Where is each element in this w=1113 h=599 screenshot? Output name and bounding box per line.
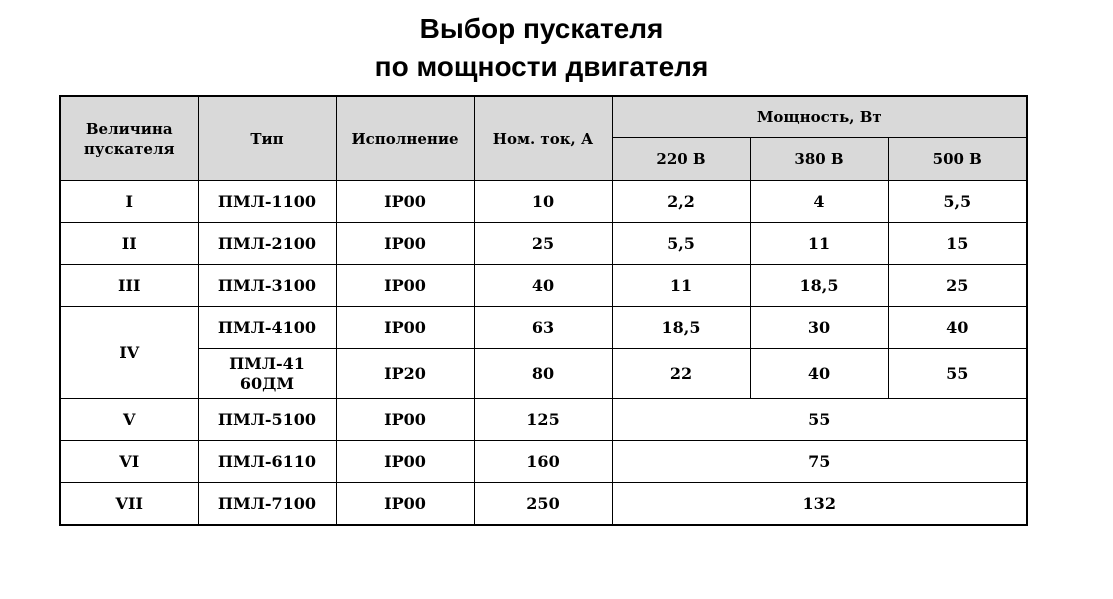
- title-line-2: по мощности двигателя: [374, 51, 709, 82]
- table-row: [60, 181, 1027, 223]
- cell-power-500: 25: [888, 265, 1027, 307]
- cell-type: ПМЛ-2100: [198, 223, 336, 265]
- cell-type: ПМЛ-4100: [198, 307, 336, 349]
- header-type: Тип: [198, 96, 336, 181]
- header-380v: 380 В: [750, 138, 888, 181]
- cell-type: ПМЛ-7100: [198, 483, 336, 526]
- cell-execution: IP00: [336, 223, 474, 265]
- cell-current: 80: [474, 349, 612, 399]
- cell-power-500: 5,5: [888, 181, 1027, 223]
- header-current: Ном. ток, А: [474, 96, 612, 181]
- table-row: [60, 223, 1027, 265]
- table-row: [60, 349, 1027, 399]
- cell-size: III: [60, 265, 198, 307]
- table-row: [60, 399, 1027, 441]
- header-execution: Исполнение: [336, 96, 474, 181]
- cell-power-merged: 75: [612, 441, 1027, 483]
- cell-current: 25: [474, 223, 612, 265]
- cell-power-500: 15: [888, 223, 1027, 265]
- cell-execution: IP00: [336, 483, 474, 526]
- cell-power-500: 55: [888, 349, 1027, 399]
- cell-type: ПМЛ-3100: [198, 265, 336, 307]
- header-500v: 500 В: [888, 138, 1027, 181]
- cell-type: ПМЛ-4160ДМ: [198, 349, 336, 399]
- cell-power-merged: 55: [612, 399, 1027, 441]
- header-row: [60, 96, 1027, 138]
- cell-power-380: 30: [750, 307, 888, 349]
- cell-size: I: [60, 181, 198, 223]
- cell-type: ПМЛ-6110: [198, 441, 336, 483]
- cell-execution: IP00: [336, 399, 474, 441]
- cell-current: 250: [474, 483, 612, 526]
- cell-execution: IP20: [336, 349, 474, 399]
- page-title: [0, 10, 1083, 86]
- cell-size: V: [60, 399, 198, 441]
- cell-execution: IP00: [336, 265, 474, 307]
- cell-execution: IP00: [336, 307, 474, 349]
- cell-type: ПМЛ-1100: [198, 181, 336, 223]
- cell-power-380: 4: [750, 181, 888, 223]
- table-row: [60, 265, 1027, 307]
- table-row: [60, 307, 1027, 349]
- cell-execution: IP00: [336, 181, 474, 223]
- cell-current: 125: [474, 399, 612, 441]
- header-size: Величина пускателя: [60, 96, 198, 181]
- cell-power-220: 11: [612, 265, 750, 307]
- cell-power-220: 2,2: [612, 181, 750, 223]
- cell-size: VI: [60, 441, 198, 483]
- cell-size: VII: [60, 483, 198, 526]
- cell-power-220: 5,5: [612, 223, 750, 265]
- cell-current: 40: [474, 265, 612, 307]
- cell-execution: IP00: [336, 441, 474, 483]
- cell-size: II: [60, 223, 198, 265]
- cell-power-380: 18,5: [750, 265, 888, 307]
- table-row: [60, 483, 1027, 526]
- cell-type: ПМЛ-5100: [198, 399, 336, 441]
- cell-current: 63: [474, 307, 612, 349]
- cell-current: 10: [474, 181, 612, 223]
- header-power: Мощность, Вт: [612, 96, 1027, 138]
- cell-power-380: 11: [750, 223, 888, 265]
- starter-selection-table: [59, 95, 1028, 526]
- cell-current: 160: [474, 441, 612, 483]
- cell-power-merged: 132: [612, 483, 1027, 526]
- header-220v: 220 В: [612, 138, 750, 181]
- cell-size: IV: [60, 307, 198, 399]
- cell-power-500: 40: [888, 307, 1027, 349]
- cell-power-380: 40: [750, 349, 888, 399]
- cell-power-220: 22: [612, 349, 750, 399]
- cell-power-220: 18,5: [612, 307, 750, 349]
- table-row: [60, 441, 1027, 483]
- title-line-1: Выбор пускателя: [419, 13, 664, 44]
